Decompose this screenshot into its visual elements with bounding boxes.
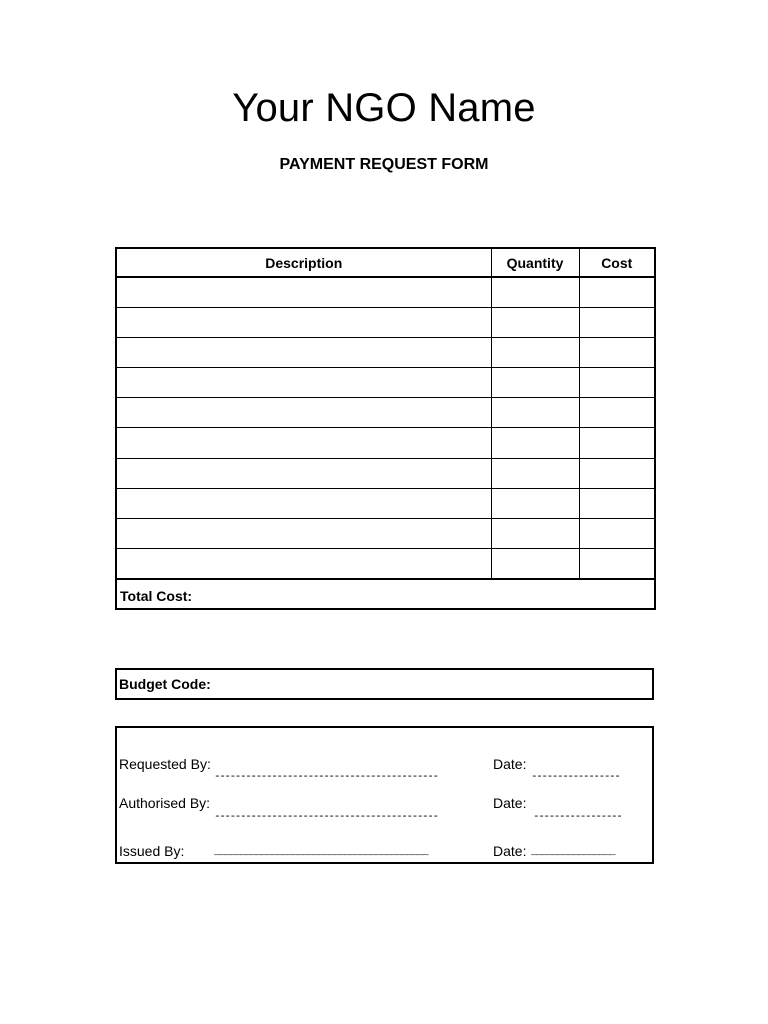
- cost-cell[interactable]: [579, 428, 655, 458]
- description-cell[interactable]: [116, 428, 491, 458]
- budget-code-label: Budget Code:: [119, 676, 211, 692]
- quantity-cell[interactable]: [491, 307, 579, 337]
- requested-date-label: Date:: [493, 756, 527, 772]
- description-cell[interactable]: [116, 307, 491, 337]
- form-title: PAYMENT REQUEST FORM: [279, 156, 489, 173]
- quantity-cell[interactable]: [491, 428, 579, 458]
- table-row: [116, 307, 655, 337]
- description-cell[interactable]: [116, 488, 491, 518]
- column-header-quantity: Quantity: [491, 248, 579, 277]
- quantity-cell[interactable]: [491, 549, 579, 579]
- authorised-by-label: Authorised By:: [119, 795, 211, 811]
- cost-cell[interactable]: [579, 277, 655, 307]
- quantity-cell[interactable]: [491, 398, 579, 428]
- requested-date-line[interactable]: -----------------: [531, 771, 620, 783]
- issued-by-label: Issued By:: [119, 843, 185, 859]
- cost-cell[interactable]: [579, 518, 655, 548]
- items-table: [115, 247, 656, 610]
- quantity-cell[interactable]: [491, 368, 579, 398]
- table-row: [116, 488, 655, 518]
- table-row: [116, 277, 655, 307]
- description-cell[interactable]: [116, 337, 491, 367]
- cost-cell[interactable]: [579, 337, 655, 367]
- table-header-row: [116, 248, 655, 277]
- signatures-section: [115, 726, 654, 864]
- total-cost-row: [116, 579, 655, 609]
- quantity-cell[interactable]: [491, 277, 579, 307]
- quantity-cell[interactable]: [491, 337, 579, 367]
- table-row: [116, 398, 655, 428]
- quantity-cell[interactable]: [491, 458, 579, 488]
- quantity-cell[interactable]: [491, 488, 579, 518]
- cost-cell[interactable]: [579, 368, 655, 398]
- quantity-cell[interactable]: [491, 518, 579, 548]
- requested-by-signature-line[interactable]: -------------------------------------------: [214, 771, 438, 783]
- organization-name: Your NGO Name: [232, 86, 536, 130]
- cost-cell[interactable]: [579, 488, 655, 518]
- description-cell[interactable]: [116, 398, 491, 428]
- budget-code-field[interactable]: [115, 668, 654, 700]
- table-row: [116, 549, 655, 579]
- cost-cell[interactable]: [579, 458, 655, 488]
- authorised-date-line[interactable]: -----------------: [533, 811, 622, 823]
- issued-date-line[interactable]: ________________: [531, 846, 615, 858]
- total-cost-label: Total Cost:: [116, 579, 655, 609]
- authorised-date-label: Date:: [493, 795, 527, 811]
- description-cell[interactable]: [116, 368, 491, 398]
- cost-cell[interactable]: [579, 398, 655, 428]
- authorised-by-signature-line[interactable]: -------------------------------------------: [214, 811, 438, 823]
- table-row: [116, 458, 655, 488]
- requested-by-label: Requested By:: [119, 756, 211, 772]
- column-header-description: Description: [116, 248, 491, 277]
- cost-cell[interactable]: [579, 307, 655, 337]
- table-row: [116, 337, 655, 367]
- table-row: [116, 368, 655, 398]
- description-cell[interactable]: [116, 277, 491, 307]
- table-row: [116, 428, 655, 458]
- table-row: [116, 518, 655, 548]
- issued-by-signature-line[interactable]: _________________________________________: [214, 846, 428, 858]
- description-cell[interactable]: [116, 549, 491, 579]
- cost-cell[interactable]: [579, 549, 655, 579]
- issued-date-label: Date:: [493, 843, 527, 859]
- column-header-cost: Cost: [579, 248, 655, 277]
- description-cell[interactable]: [116, 518, 491, 548]
- description-cell[interactable]: [116, 458, 491, 488]
